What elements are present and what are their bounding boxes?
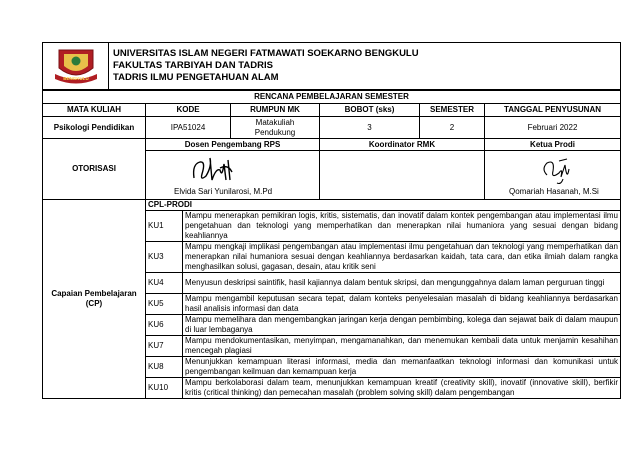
prodi-head: Ketua Prodi (485, 139, 621, 151)
logo-banner-text: BENGKULU (62, 75, 89, 81)
course-code: IPA51024 (146, 117, 231, 139)
col-tanggal: TANGGAL PENYUSUNAN (485, 104, 621, 117)
cpl-code: KU10 (146, 378, 183, 399)
cpl-text: Menyusun deskripsi saintifik, hasil kajiannya dalam bentuk skripsi, dan mengunggahnya dalam laman perguruan tinggi (183, 273, 621, 294)
cp-label (43, 200, 146, 399)
university-name: UNIVERSITAS ISLAM NEGERI FATMAWATI SOEKARNO BENGKULU (113, 48, 419, 59)
col-semester: SEMESTER (420, 104, 485, 117)
program-name: TADRIS ILMU PENGETAHUAN ALAM (113, 72, 279, 83)
prodi-signature-cell (485, 151, 621, 200)
otorisasi-label: OTORISASI (43, 139, 146, 200)
cpl-code: KU6 (146, 315, 183, 336)
coord-head: Koordinator RMK (320, 139, 485, 151)
cpl-text: Mampu berkolaborasi dalam team, menunjukkan kemampuan kreatif (creativity skill), inovatif (innovative skill), berfikir kritis (critical thinking) dan pemecahan masalah (problem solving skill) dalam pengembangan (183, 378, 621, 399)
prodi-signature-icon (537, 155, 577, 185)
cpl-text: Mampu mengkaji implikasi pengembangan atau implementasi ilmu pengetahuan dan teknologi yang memperhatikan dan menerapkan nilai humaniora sesuai dengan keahliannya berdasarkan kaidah, tata cara, dan etika ilmiah dalam rangka menghasilkan solusi, gagasan, desain, atau kritik seni (183, 242, 621, 273)
cp-label-line2: (CP) (85, 299, 103, 308)
cpl-code: KU5 (146, 294, 183, 315)
university-seal-icon (51, 44, 101, 86)
prodi-name: Qomariah Hasanah, M.Si (509, 187, 599, 196)
rumpun-line2: Pendukung (254, 127, 296, 137)
dev-signature-icon (190, 154, 236, 186)
course-semester: 2 (420, 117, 485, 139)
document-title: RENCANA PEMBELAJARAN SEMESTER (43, 91, 621, 104)
col-mata-kuliah: MATA KULIAH (43, 104, 146, 117)
university-logo (43, 43, 109, 90)
rumpun-line1: Matakuliah (255, 117, 295, 127)
header-table (42, 42, 621, 90)
dev-head: Dosen Pengembang RPS (146, 139, 320, 151)
col-kode: KODE (146, 104, 231, 117)
dev-name: Elvida Sari Yunilarosi, M.Pd (174, 187, 273, 196)
col-rumpun: RUMPUN MK (231, 104, 320, 117)
cpl-code: KU7 (146, 336, 183, 357)
cpl-prodi-heading: CPL-PRODI (146, 200, 621, 211)
cp-label-line1: Capaian Pembelajaran (51, 289, 137, 298)
cpl-code: KU1 (146, 211, 183, 242)
cpl-text: Mampu menerapkan pemikiran logis, kritis, sistematis, dan inovatif dalam kontek pengembangan atau implementasi ilmu pengetahuan dan teknologi yang memperhatikan dan menerapkan nilai humaniora yang sesuai dengan bidang keahliannya (183, 211, 621, 242)
course-sks: 3 (320, 117, 420, 139)
col-bobot: BOBOT (sks) (320, 104, 420, 117)
dev-signature-cell (146, 151, 320, 200)
faculty-name: FAKULTAS TARBIYAH DAN TADRIS (113, 60, 273, 71)
cpl-text: Mampu memelihara dan mengembangkan jaringan kerja dengan pembimbing, kolega dan sejawat baik di dalam maupun di luar lembaganya (183, 315, 621, 336)
cpl-code: KU8 (146, 357, 183, 378)
cpl-text: Mampu mengambil keputusan secara tepat, dalam konteks penyelesaian masalah di bidang keahliannya berdasarkan hasil analisis informasi dan data (183, 294, 621, 315)
course-date: Februari 2022 (485, 117, 621, 139)
cpl-text: Menunjukkan kemampuan literasi informasi, media dan memanfaatkan teknologi informasi dan komunikasi untuk pengembangan keilmuan dan kemampuan kerja (183, 357, 621, 378)
cpl-text: Mampu mendokumentasikan, menyimpan, mengamanahkan, dan menemukan kembali data untuk menjamin kesahihan mencegah plagiasi (183, 336, 621, 357)
coord-signature-cell (320, 151, 485, 200)
course-rumpun (231, 117, 320, 139)
cpl-code: KU4 (146, 273, 183, 294)
course-name: Psikologi Pendidikan (43, 117, 146, 139)
rps-table (42, 90, 621, 399)
cpl-code: KU3 (146, 242, 183, 273)
header-info (109, 43, 621, 90)
